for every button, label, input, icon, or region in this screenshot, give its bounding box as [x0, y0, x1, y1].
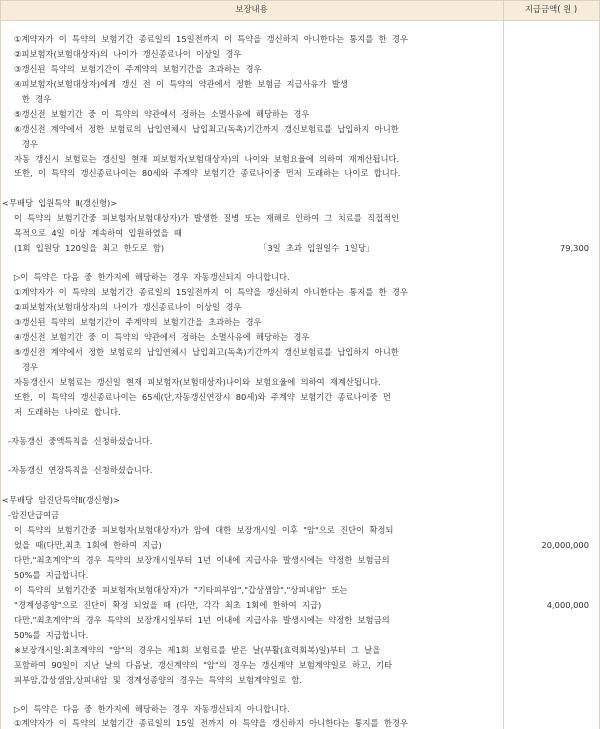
- table-border-left: [0, 0, 1, 729]
- text-line: 목적으로 4일 이상 계속하여 입원하였을 때: [14, 228, 182, 238]
- section-heading: <무배당 암진단특약Ⅱ(갱신형)>: [2, 495, 120, 505]
- text-line: 50%를 지급합니다.: [14, 570, 89, 580]
- text-line: ④갱신전 보험기간 중 이 특약의 약관에서 정하는 소멸사유에 해당하는 경우: [14, 332, 310, 342]
- text-line: ③갱신된 특약의 보험기간이 주계약의 보험기간을 초과하는 경우: [14, 317, 262, 327]
- text-line: 또한, 이 특약의 갱신종료나이는 65세(단,자동갱신연장시 80세)와 주계약 보험기간 종료나이중 먼: [14, 392, 391, 402]
- text-line: 이 특약의 보험기간중 피보험자(보험대상자)가 암에 대한 보장개시일 이후 "암"으로 진단이 확정되: [14, 525, 394, 535]
- amount-value: 20,000,000: [541, 540, 589, 550]
- text-line: 다만,"최초계약"의 경우 특약의 보장개시일부터 1년 이내에 지급사유 발생시에는 약정한 보험금의: [14, 615, 390, 625]
- text-line: ⑤갱신전 계약에서 정한 보험료의 납입연체시 납입최고(독촉)기간까지 갱신보험료를 납입하지 아니한: [14, 347, 399, 357]
- text-line: 저 도래하는 나이로 합니다.: [14, 407, 121, 417]
- text-line: 경우: [14, 139, 38, 149]
- text-line: -자동갱신 연장특칙을 신청하셨습니다.: [8, 465, 153, 475]
- text-line: 었을 때(다만,최초 1회에 한하여 지급): [14, 540, 162, 550]
- column-divider: [503, 0, 504, 729]
- text-line: 피부암,갑상샘암,상피내암 및 경계성종양의 경우는 특약의 보험계약일로 함.: [14, 675, 303, 685]
- text-line: ⑤갱신전 보험기간 중 이 특약의 약관에서 정하는 소멸사유에 해당하는 경우: [14, 109, 310, 119]
- text-line: ▷이 특약은 다음 중 한가지에 해당하는 경우 자동갱신되지 아니합니다.: [14, 272, 290, 282]
- amount-value: 4,000,000: [546, 600, 589, 610]
- text-line: 50%를 지급합니다.: [14, 630, 89, 640]
- text-line: 이 특약의 보험기간중 피보험자(보험대상자)가 "기타피부암","갑상샘암","상피내암" 또는: [14, 585, 348, 595]
- text-line: 또한, 이 특약의 갱신종료나이는 80세와 주계약 보험기간 종료나이중 먼저 도래하는 나이로 합니다.: [14, 168, 401, 178]
- text-line: ③갱신된 특약의 보험기간이 주계약의 보험기간을 초과하는 경우: [14, 64, 262, 74]
- text-line: ※보장개시일:최초계약의 "암"의 경우는 제1회 보험료를 받은 날(부활(효력회복)일)부터 그 날을: [14, 645, 381, 655]
- text-line: ②피보험자(보험대상자)의 나이가 갱신종료나이 이상일 경우: [14, 302, 242, 312]
- text-line: 경우: [14, 362, 38, 372]
- text-line: ⑥갱신전 계약에서 정한 보험료의 납입연체시 납입최고(독촉)기간까지 갱신보험료를 납입하지 아니한: [14, 124, 399, 134]
- text-line: 다만,"최초계약"의 경우 특약의 보장개시일부터 1년 이내에 지급사유 발생시에는 약정한 보험금의: [14, 555, 390, 565]
- header-amount: 지급금액( 원 ): [524, 4, 578, 14]
- header-divider: [0, 20, 600, 21]
- text-line: (1회 입원당 120일을 최고 한도로 함) 「3일 초과 입원일수 1일당」: [14, 243, 375, 253]
- text-line: -자동갱신 중액특칙을 신청하셨습니다.: [8, 436, 153, 446]
- text-line: ▷이 특약은 다음 중 한가지에 해당하는 경우 자동갱신되지 아니합니다.: [14, 704, 290, 714]
- text-line: "경계성종양"으로 진단이 확정 되었을 때 (다만, 각각 최초 1회에 한하여 지급): [14, 600, 322, 610]
- text-line: ①계약자가 이 특약의 보험기간 종료일의 15일전까지 이 특약을 갱신하지 아니한다는 통지를 한 경우: [14, 34, 408, 44]
- text-line: ②피보험자(보험대상자)의 나이가 갱신종료나이 이상일 경우: [14, 49, 242, 59]
- text-line: 자동갱신시 보험료는 갱신일 현재 피보험자(보험대상자)나이와 보험요율에 의하여 재계산됩니다.: [14, 377, 381, 387]
- text-line: ①계약자가 이 특약의 보험기간 종료일의 15일전까지 이 특약을 갱신하지 아니한다는 통지를 한 경우: [14, 287, 408, 297]
- table-border-top: [0, 0, 600, 1]
- sub-heading: -암진단급여금: [8, 510, 60, 520]
- text-line: 자동 갱신시 보험료는 갱신일 현재 피보험자(보험대상자)의 나이와 보험요율에 의하여 재계산됩니다.: [14, 154, 400, 164]
- text-line: 이 특약의 보험기간중 피보험자(보험대상자)가 발생한 질병 또는 재해로 인하여 그 치료를 직접적인: [14, 213, 400, 223]
- text-line: 한 경우: [14, 94, 52, 104]
- header-coverage: 보장내용: [235, 4, 268, 14]
- text-line: ④피보험자(보험대상자)에게 갱신 전 이 특약의 약관에서 정한 보험금 지급사유가 발생: [14, 79, 348, 89]
- section-heading: <무배당 입원특약 Ⅱ(갱신형)>: [2, 198, 118, 208]
- text-line: 포함하여 90일이 지난 날의 다음날, 갱신계약의 "암"의 경우는 갱신계약 보험계약일로 하고, 기타: [14, 660, 393, 670]
- amount-value: 79,300: [559, 243, 589, 253]
- text-line: ①계약자가 이 특약의 보험기간 종료일의 15일 전까지 이 특약을 갱신하지 아니한다는 통지를 한경우: [14, 718, 408, 728]
